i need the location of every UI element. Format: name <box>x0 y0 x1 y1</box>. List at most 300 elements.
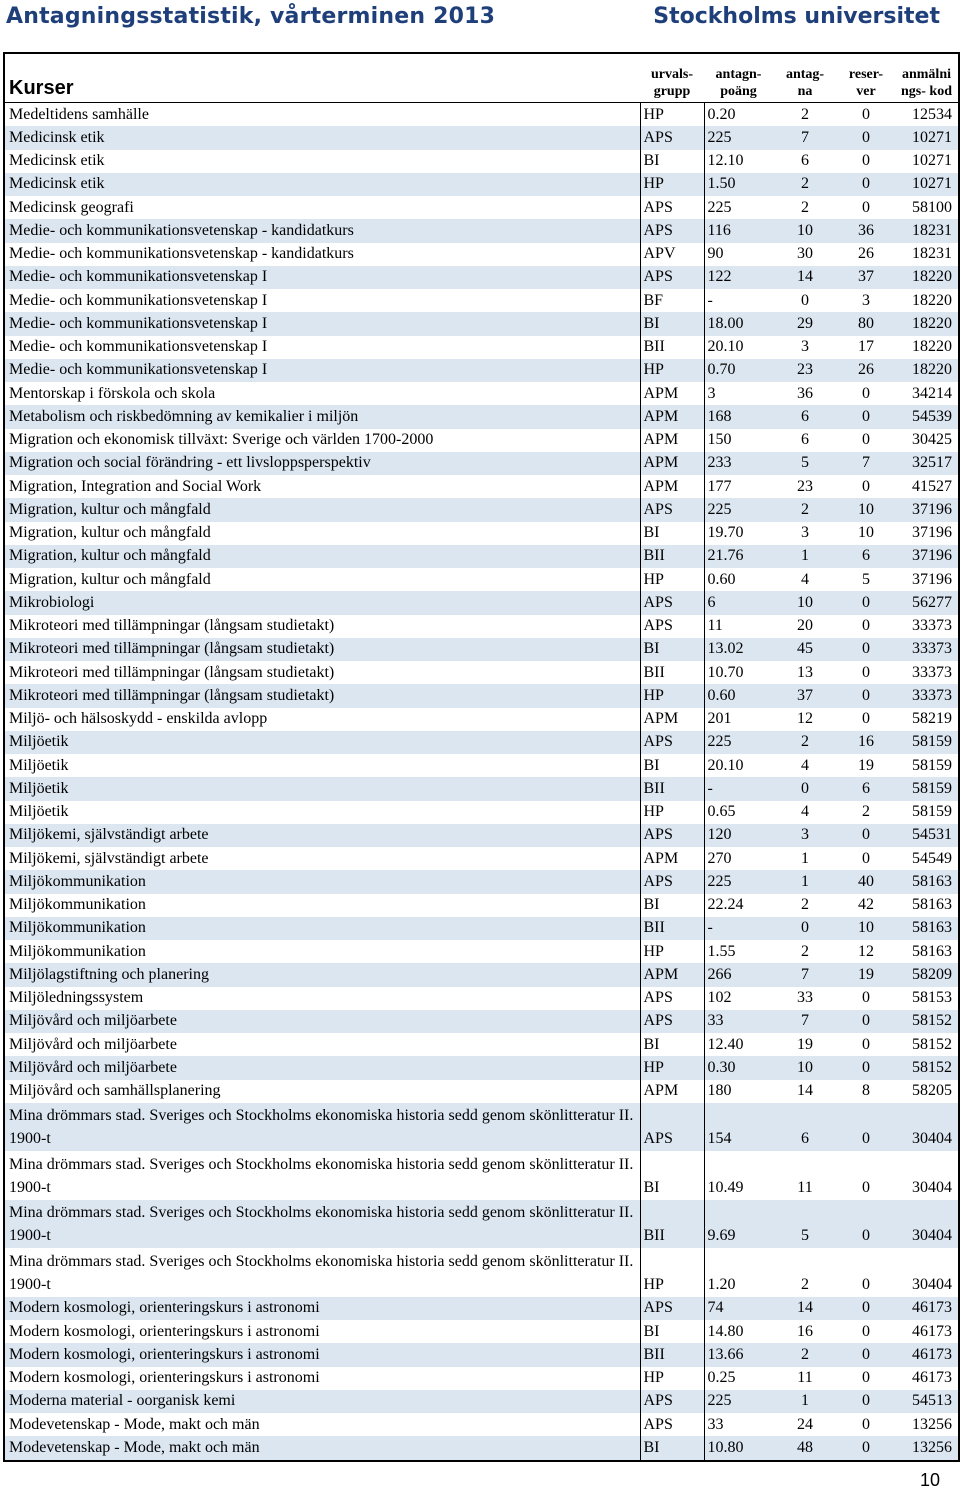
course-name-cell: Mikrobiologi <box>4 591 640 614</box>
reserve-count-cell: 10 <box>858 524 874 542</box>
admitted-count-cell: 16 <box>797 1322 813 1340</box>
selection-group-cell: BF <box>640 289 704 312</box>
admitted-count-cell: 3 <box>801 524 809 542</box>
application-code-cell: 18220 <box>895 266 959 289</box>
application-code-cell: 18220 <box>895 312 959 335</box>
application-code-cell: 34214 <box>912 384 952 402</box>
reserve-count-cell: 42 <box>858 896 874 914</box>
reserve-count-cell: 80 <box>837 312 895 335</box>
table-row <box>4 266 959 289</box>
selection-group-cell: BII <box>640 1200 704 1249</box>
column-header-reserver-line1: reser- <box>848 67 884 82</box>
course-name-cell: Miljökommunikation <box>9 942 146 960</box>
selection-group-cell: APS <box>640 870 704 893</box>
admitted-count-cell: 3 <box>801 338 809 356</box>
admission-points-cell: 33 <box>704 1010 773 1033</box>
admitted-count-cell: 1 <box>773 545 837 568</box>
reserve-count-cell: 0 <box>837 591 895 614</box>
admission-points-cell: 266 <box>704 963 773 986</box>
table-row <box>4 103 959 127</box>
selection-group-cell: APS <box>640 498 704 521</box>
application-code-cell: 33373 <box>912 617 952 635</box>
admission-points-cell: 0.70 <box>704 359 773 382</box>
application-code-cell: 32517 <box>895 452 959 475</box>
reserve-count-cell: 19 <box>858 756 874 774</box>
table-row <box>4 1436 959 1460</box>
application-code-cell: 30404 <box>895 1103 959 1152</box>
admission-points-cell: 233 <box>704 452 773 475</box>
table-row <box>4 1010 959 1033</box>
admission-points-cell: 20.10 <box>704 754 773 777</box>
admission-points-cell: 102 <box>704 987 773 1010</box>
reserve-count-cell: 40 <box>837 870 895 893</box>
selection-group-cell: APM <box>640 405 704 428</box>
course-name-cell: Miljölagstiftning och planering <box>4 963 640 986</box>
table-row <box>4 336 959 359</box>
admitted-count-cell: 29 <box>773 312 837 335</box>
admitted-count-cell: 2 <box>801 896 809 914</box>
application-code-cell: 33373 <box>895 684 959 707</box>
selection-group-cell: APS <box>640 987 704 1010</box>
admission-points-cell: 11 <box>704 615 773 638</box>
admitted-count-cell: 4 <box>801 570 809 588</box>
admission-points-cell: 74 <box>704 1297 773 1320</box>
selection-group-cell: APM <box>640 475 704 498</box>
selection-group-cell: BI <box>640 638 704 661</box>
course-name-cell: Migration, kultur och mångfald <box>4 498 640 521</box>
selection-group-cell: BI <box>640 1151 704 1200</box>
table-row <box>4 1151 959 1200</box>
application-code-cell: 37196 <box>895 545 959 568</box>
admitted-count-cell: 13 <box>797 663 813 681</box>
table-row <box>4 777 959 800</box>
admission-points-cell: 0.20 <box>704 103 773 127</box>
application-code-cell: 10271 <box>895 173 959 196</box>
admission-points-cell: 90 <box>704 243 773 266</box>
admission-points-cell: 18.00 <box>704 312 773 335</box>
table-row <box>4 498 959 521</box>
application-code-cell: 46173 <box>895 1297 959 1320</box>
course-name-cell: Modern kosmologi, orienteringskurs i astronomi <box>9 1369 320 1387</box>
selection-group-cell: APS <box>640 126 704 149</box>
selection-group-cell: BII <box>640 917 704 940</box>
column-header-antagningspoang <box>704 53 773 103</box>
column-header-urvalsgrupp-line1: urvals- <box>651 67 693 82</box>
course-name-cell: Migration, Integration and Social Work <box>9 477 262 495</box>
admitted-count-cell: 14 <box>797 1082 813 1100</box>
admitted-count-cell: 2 <box>801 198 809 216</box>
reserve-count-cell: 0 <box>837 638 895 661</box>
admitted-count-cell: 10 <box>773 219 837 242</box>
application-code-cell: 37196 <box>895 498 959 521</box>
reserve-count-cell: 0 <box>837 1200 895 1249</box>
admitted-count-cell: 4 <box>801 756 809 774</box>
admission-points-cell: 150 <box>704 429 773 452</box>
admission-points-cell: - <box>704 917 773 940</box>
application-code-cell: 33373 <box>895 638 959 661</box>
application-code-cell: 58100 <box>912 198 952 216</box>
reserve-count-cell: 0 <box>862 1035 870 1053</box>
admission-points-cell: 201 <box>704 708 773 731</box>
reserve-count-cell: 6 <box>837 777 895 800</box>
course-name-cell: Miljöetik <box>9 756 69 774</box>
table-row <box>4 661 959 684</box>
course-name-cell: Miljöetik <box>9 803 69 821</box>
table-row <box>4 1080 959 1103</box>
application-code-cell: 18231 <box>895 219 959 242</box>
course-name-cell: Moderna material - oorganisk kemi <box>4 1390 640 1413</box>
application-code-cell: 30404 <box>895 1200 959 1249</box>
selection-group-cell: BI <box>640 894 704 917</box>
course-name-cell: Medicinsk etik <box>4 126 640 149</box>
course-name-cell: Metabolism och riskbedömning av kemikalier i miljön <box>4 405 640 428</box>
selection-group-cell: BI <box>640 522 704 545</box>
selection-group-cell: BII <box>640 336 704 359</box>
course-name-cell: Medicinsk etik <box>9 152 105 170</box>
admission-points-cell: 12.40 <box>704 1033 773 1056</box>
application-code-cell: 18220 <box>912 291 952 309</box>
admission-points-cell: 13.66 <box>704 1343 773 1366</box>
admission-points-cell: 225 <box>704 126 773 149</box>
table-row <box>4 126 959 149</box>
application-code-cell: 54513 <box>895 1390 959 1413</box>
admission-points-cell: 20.10 <box>704 336 773 359</box>
reserve-count-cell: 0 <box>862 1322 870 1340</box>
table-row <box>4 708 959 731</box>
selection-group-cell: BI <box>640 754 704 777</box>
course-name-cell: Medicinsk geografi <box>9 198 134 216</box>
course-name-cell: Mikroteori med tillämpningar (långsam studietakt) <box>9 617 335 635</box>
application-code-cell: 37196 <box>912 570 952 588</box>
application-code-cell: 58219 <box>912 710 952 728</box>
table-row <box>4 1297 959 1320</box>
admitted-count-cell: 11 <box>797 1178 813 1196</box>
course-name-cell: Medie- och kommunikationsvetenskap I <box>4 312 640 335</box>
table-row <box>4 591 959 614</box>
table-row <box>4 243 959 266</box>
admitted-count-cell: 5 <box>773 452 837 475</box>
course-name-cell: Miljökemi, självständigt arbete <box>4 824 640 847</box>
course-name-cell: Miljövård och miljöarbete <box>4 1056 640 1079</box>
reserve-count-cell: 0 <box>862 989 870 1007</box>
course-name-cell: Modevetenskap - Mode, makt och män <box>9 1415 260 1433</box>
reserve-count-cell: 10 <box>837 917 895 940</box>
course-name-cell: Medie- och kommunikationsvetenskap - kandidatkurs <box>4 219 640 242</box>
admission-points-cell: 225 <box>704 498 773 521</box>
reserve-count-cell: 10 <box>837 498 895 521</box>
reserve-count-cell: 0 <box>837 1436 895 1460</box>
application-code-cell: 41527 <box>912 477 952 495</box>
reserve-count-cell: 0 <box>862 1178 870 1196</box>
admitted-count-cell: 33 <box>797 989 813 1007</box>
application-code-cell: 18220 <box>895 359 959 382</box>
selection-group-cell: HP <box>640 1248 704 1297</box>
column-header-reserver-line2: ver <box>856 84 876 99</box>
reserve-count-cell: 19 <box>837 963 895 986</box>
application-code-cell: 58159 <box>895 777 959 800</box>
table-row <box>4 754 959 777</box>
admission-points-cell: 116 <box>704 219 773 242</box>
admitted-count-cell: 7 <box>773 126 837 149</box>
table-row <box>4 382 959 405</box>
application-code-cell: 54549 <box>912 849 952 867</box>
column-header-anmalningskod-line2: ngs- kod <box>901 84 952 99</box>
selection-group-cell: APM <box>640 382 704 405</box>
column-header-antagna <box>773 53 837 103</box>
table-row <box>4 289 959 312</box>
course-name-cell: Mina drömmars stad. Sveriges och Stockholms ekonomiska historia sedd genom skönlitteratur II. 1900-t <box>9 1252 634 1293</box>
course-name-cell: Migration och ekonomisk tillväxt: Sverige och världen 1700-2000 <box>9 431 434 449</box>
admitted-count-cell: 1 <box>801 849 809 867</box>
admitted-count-cell: 7 <box>773 1010 837 1033</box>
table-row <box>4 894 959 917</box>
reserve-count-cell: 37 <box>837 266 895 289</box>
table-row <box>4 1320 959 1343</box>
course-name-cell: Modevetenskap - Mode, makt och män <box>4 1436 640 1460</box>
reserve-count-cell: 36 <box>837 219 895 242</box>
page-header <box>0 0 960 46</box>
reserve-count-cell: 0 <box>837 1297 895 1320</box>
selection-group-cell: BII <box>640 661 704 684</box>
admitted-count-cell: 6 <box>801 152 809 170</box>
reserve-count-cell: 5 <box>862 570 870 588</box>
admitted-count-cell: 19 <box>797 1035 813 1053</box>
table-row <box>4 1248 959 1297</box>
admitted-count-cell: 4 <box>801 803 809 821</box>
reserve-count-cell: 16 <box>837 731 895 754</box>
column-header-anmalningskod-line1: anmälni <box>901 67 951 82</box>
table-row <box>4 219 959 242</box>
selection-group-cell: HP <box>640 103 704 127</box>
selection-group-cell: APS <box>640 196 704 219</box>
admitted-count-cell: 23 <box>773 359 837 382</box>
application-code-cell: 54531 <box>895 824 959 847</box>
course-name-cell: Miljökommunikation <box>9 896 146 914</box>
table-row <box>4 801 959 824</box>
reserve-count-cell: 0 <box>862 384 870 402</box>
application-code-cell: 58163 <box>895 870 959 893</box>
application-code-cell: 54539 <box>895 405 959 428</box>
reserve-count-cell: 0 <box>862 617 870 635</box>
table-body <box>4 103 959 1461</box>
application-code-cell: 58209 <box>895 963 959 986</box>
table-row <box>4 1413 959 1436</box>
reserve-count-cell: 0 <box>862 431 870 449</box>
course-name-cell: Migration, kultur och mångfald <box>9 524 211 542</box>
selection-group-cell: HP <box>640 940 704 963</box>
column-header-antagningspoang-line1: antagn- <box>715 67 762 82</box>
reserve-count-cell: 0 <box>837 405 895 428</box>
course-name-cell: Miljöetik <box>4 777 640 800</box>
course-name-cell: Modern kosmologi, orienteringskurs i astronomi <box>4 1297 640 1320</box>
admission-statistics-table <box>3 52 960 1462</box>
selection-group-cell: APS <box>640 591 704 614</box>
selection-group-cell: APS <box>640 266 704 289</box>
reserve-count-cell: 0 <box>862 1275 870 1293</box>
reserve-count-cell: 0 <box>837 1010 895 1033</box>
reserve-count-cell: 0 <box>837 1343 895 1366</box>
column-header-urvalsgrupp <box>640 53 704 103</box>
selection-group-cell: APS <box>640 1390 704 1413</box>
course-name-cell: Miljökommunikation <box>4 870 640 893</box>
selection-group-cell: APM <box>640 708 704 731</box>
selection-group-cell: APM <box>640 1080 704 1103</box>
reserve-count-cell: 17 <box>858 338 874 356</box>
table-row <box>4 150 959 173</box>
table-row <box>4 1200 959 1249</box>
reserve-count-cell: 0 <box>862 105 870 123</box>
selection-group-cell: HP <box>640 568 704 591</box>
admission-points-cell: 1.55 <box>704 940 773 963</box>
reserve-count-cell: 0 <box>862 198 870 216</box>
application-code-cell: 56277 <box>895 591 959 614</box>
admission-points-cell: 225 <box>704 1390 773 1413</box>
reserve-count-cell: 0 <box>837 126 895 149</box>
application-code-cell: 58205 <box>912 1082 952 1100</box>
application-code-cell: 58152 <box>912 1035 952 1053</box>
selection-group-cell: BI <box>640 1320 704 1343</box>
course-name-cell: Mina drömmars stad. Sveriges och Stockholms ekonomiska historia sedd genom skönlitteratur II. 1900-t <box>9 1155 634 1196</box>
admission-points-cell: 0.60 <box>704 568 773 591</box>
admitted-count-cell: 2 <box>773 173 837 196</box>
admitted-count-cell: 6 <box>773 1103 837 1152</box>
selection-group-cell: BII <box>640 1343 704 1366</box>
selection-group-cell: APM <box>640 963 704 986</box>
admitted-count-cell: 1 <box>773 870 837 893</box>
admitted-count-cell: 10 <box>773 591 837 614</box>
reserve-count-cell: 3 <box>862 291 870 309</box>
reserve-count-cell: 0 <box>862 663 870 681</box>
reserve-count-cell: 0 <box>862 849 870 867</box>
application-code-cell: 13256 <box>912 1415 952 1433</box>
reserve-count-cell: 0 <box>862 710 870 728</box>
admission-points-cell: 33 <box>704 1413 773 1436</box>
admitted-count-cell: 14 <box>773 1297 837 1320</box>
table-row <box>4 568 959 591</box>
table-row <box>4 545 959 568</box>
admission-points-cell: 225 <box>704 870 773 893</box>
table-row <box>4 731 959 754</box>
table-row <box>4 522 959 545</box>
reserve-count-cell: 6 <box>837 545 895 568</box>
admission-points-cell: - <box>704 289 773 312</box>
column-header-reserver <box>837 53 895 103</box>
selection-group-cell: APS <box>640 219 704 242</box>
admitted-count-cell: 2 <box>801 1275 809 1293</box>
table-row <box>4 824 959 847</box>
reserve-count-cell: 0 <box>837 684 895 707</box>
course-name-cell: Mina drömmars stad. Sveriges och Stockholms ekonomiska historia sedd genom skönlitteratur II. 1900-t <box>4 1200 640 1249</box>
table-row <box>4 452 959 475</box>
reserve-count-cell: 26 <box>858 245 874 263</box>
column-header-antagna-line1: antag- <box>785 67 825 82</box>
selection-group-cell: HP <box>640 1056 704 1079</box>
admitted-count-cell: 7 <box>773 963 837 986</box>
admitted-count-cell: 0 <box>773 777 837 800</box>
course-name-cell: Migration, kultur och mångfald <box>9 570 211 588</box>
application-code-cell: 58163 <box>912 942 952 960</box>
application-code-cell: 18231 <box>912 245 952 263</box>
admission-points-cell: - <box>704 777 773 800</box>
admission-points-cell: 225 <box>704 196 773 219</box>
admitted-count-cell: 24 <box>797 1415 813 1433</box>
reserve-count-cell: 0 <box>862 1369 870 1387</box>
admission-points-cell: 14.80 <box>704 1320 773 1343</box>
course-name-cell: Medie- och kommunikationsvetenskap I <box>9 338 268 356</box>
selection-group-cell: BI <box>640 312 704 335</box>
selection-group-cell: APS <box>640 731 704 754</box>
admitted-count-cell: 37 <box>773 684 837 707</box>
application-code-cell: 58159 <box>895 731 959 754</box>
admitted-count-cell: 14 <box>773 266 837 289</box>
selection-group-cell: BII <box>640 545 704 568</box>
course-name-cell: Medie- och kommunikationsvetenskap I <box>9 291 268 309</box>
reserve-count-cell: 12 <box>858 942 874 960</box>
course-name-cell: Medie- och kommunikationsvetenskap - kandidatkurs <box>9 245 354 263</box>
admission-points-cell: 9.69 <box>704 1200 773 1249</box>
admission-points-cell: 1.50 <box>704 173 773 196</box>
selection-group-cell: APS <box>640 1413 704 1436</box>
application-code-cell: 30425 <box>912 431 952 449</box>
reserve-count-cell: 26 <box>837 359 895 382</box>
selection-group-cell: APM <box>640 452 704 475</box>
course-name-cell: Miljöetik <box>4 731 640 754</box>
selection-group-cell: APV <box>640 243 704 266</box>
course-name-cell: Medie- och kommunikationsvetenskap I <box>4 266 640 289</box>
column-header-antagningspoang-line2: poäng <box>720 84 757 99</box>
admission-points-cell: 3 <box>704 382 773 405</box>
admission-points-cell: 19.70 <box>704 522 773 545</box>
admitted-count-cell: 1 <box>773 1390 837 1413</box>
application-code-cell: 58153 <box>912 989 952 1007</box>
admitted-count-cell: 6 <box>801 431 809 449</box>
admitted-count-cell: 11 <box>797 1369 813 1387</box>
admitted-count-cell: 2 <box>773 498 837 521</box>
reserve-count-cell: 0 <box>837 1103 895 1152</box>
admitted-count-cell: 10 <box>773 1056 837 1079</box>
application-code-cell: 10271 <box>895 126 959 149</box>
admission-points-cell: 12.10 <box>704 150 773 173</box>
course-name-cell: Miljökemi, självständigt arbete <box>9 849 209 867</box>
admitted-count-cell: 0 <box>801 291 809 309</box>
reserve-count-cell: 7 <box>837 452 895 475</box>
reserve-count-cell: 2 <box>862 803 870 821</box>
course-name-cell: Medicinsk etik <box>4 173 640 196</box>
application-code-cell: 37196 <box>912 524 952 542</box>
admission-points-cell: 0.60 <box>704 684 773 707</box>
selection-group-cell: APS <box>640 615 704 638</box>
selection-group-cell: HP <box>640 1367 704 1390</box>
table-row <box>4 1033 959 1056</box>
reserve-count-cell: 0 <box>837 1056 895 1079</box>
application-code-cell: 33373 <box>912 663 952 681</box>
table-row <box>4 405 959 428</box>
admitted-count-cell: 12 <box>797 710 813 728</box>
admitted-count-cell: 6 <box>773 405 837 428</box>
document-title: Antagningsstatistik, vårterminen 2013 <box>6 4 496 29</box>
page-number: 10 <box>919 1470 940 1490</box>
admitted-count-cell: 36 <box>797 384 813 402</box>
selection-group-cell: APS <box>640 1103 704 1152</box>
admitted-count-cell: 30 <box>797 245 813 263</box>
admitted-count-cell: 5 <box>773 1200 837 1249</box>
admission-points-cell: 10.70 <box>704 661 773 684</box>
selection-group-cell: HP <box>640 359 704 382</box>
table-row <box>4 615 959 638</box>
course-name-cell: Mina drömmars stad. Sveriges och Stockholms ekonomiska historia sedd genom skönlitteratur II. 1900-t <box>4 1103 640 1152</box>
application-code-cell: 58159 <box>912 756 952 774</box>
course-name-cell: Medie- och kommunikationsvetenskap I <box>4 359 640 382</box>
